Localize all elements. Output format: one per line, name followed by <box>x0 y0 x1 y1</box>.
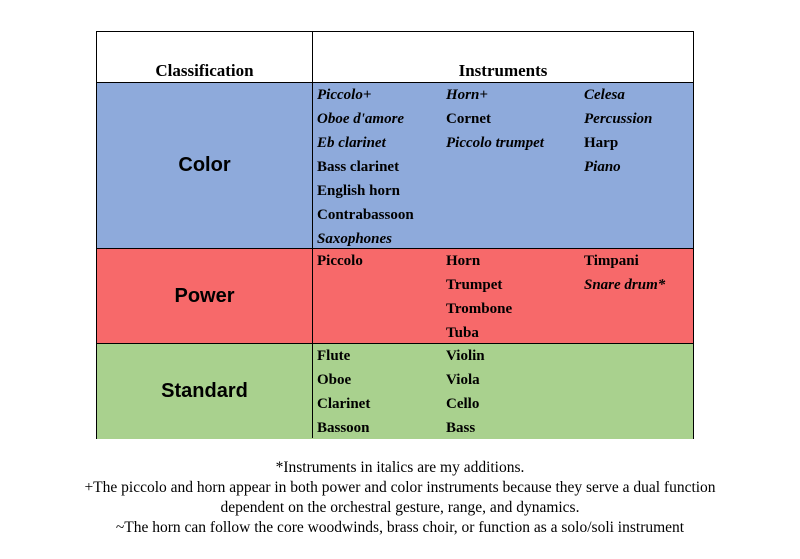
instrument-item: Celesa <box>584 87 625 103</box>
classification-label-standard: Standard <box>161 380 248 402</box>
instrument-item: Timpani <box>584 253 639 269</box>
instrument-item: Tuba <box>446 325 479 341</box>
instrument-item: Trombone <box>446 301 513 317</box>
instrument-item: Harp <box>584 135 619 151</box>
instrument-item: Cello <box>446 396 480 412</box>
instrument-item: Clarinet <box>317 396 371 412</box>
classification-label-color: Color <box>178 154 231 176</box>
footnote-dual-function: +The piccolo and horn appear in both power and color instruments because they serve a dual function <box>84 479 716 496</box>
instrument-item: Piccolo <box>317 253 363 269</box>
instrument-column <box>584 252 665 300</box>
instrument-item: Flute <box>317 348 351 364</box>
instrument-item: Snare drum* <box>584 277 666 293</box>
classification-label-power: Power <box>174 284 235 307</box>
instrument-column <box>317 86 414 254</box>
instrument-column <box>317 252 363 276</box>
instrument-item: Viola <box>446 372 480 388</box>
instrument-item: Cornet <box>446 111 491 127</box>
footnote-horn: ~The horn can follow the core woodwinds, brass choir, or function as a solo/soli instrument <box>115 519 685 536</box>
instrument-item: Horn <box>446 253 481 269</box>
instrument-item: Piano <box>584 159 621 175</box>
instrument-item: Trumpet <box>446 277 503 293</box>
instrument-classification-table <box>96 31 694 439</box>
footnote-italics: *Instruments in italics are my additions. <box>275 459 525 476</box>
standard-row <box>97 344 693 439</box>
instrument-column <box>446 252 512 348</box>
instrument-item: Percussion <box>584 111 653 127</box>
instrument-item: Piccolo+ <box>317 87 372 103</box>
instrument-item: Contrabassoon <box>317 207 414 223</box>
instrument-item: Eb clarinet <box>317 135 386 151</box>
instruments-header: Instruments <box>458 61 548 80</box>
instrument-item: Bass <box>446 420 476 436</box>
instrument-item: Horn+ <box>446 87 488 103</box>
power-row <box>97 249 693 344</box>
instrument-column <box>446 86 544 158</box>
table-header-row <box>97 32 693 83</box>
classification-header: Classification <box>155 61 254 80</box>
instrument-item: Saxophones <box>317 231 393 247</box>
instrument-item: Bassoon <box>317 420 370 436</box>
instrument-item: Violin <box>446 348 485 364</box>
instrument-item: Oboe <box>317 372 352 388</box>
instrument-column <box>584 86 652 182</box>
color-row <box>97 83 693 249</box>
instrument-item: Piccolo trumpet <box>446 135 544 151</box>
instrument-column <box>446 347 485 443</box>
instrument-item: English horn <box>317 183 400 199</box>
instrument-item: Bass clarinet <box>317 159 400 175</box>
footnotes <box>0 458 800 538</box>
instrument-column <box>317 347 370 443</box>
instrument-item: Oboe d'amore <box>317 111 405 127</box>
column-divider <box>312 32 313 438</box>
footnote-dual-function-cont: dependent on the orchestral gesture, range, and dynamics. <box>220 499 580 516</box>
